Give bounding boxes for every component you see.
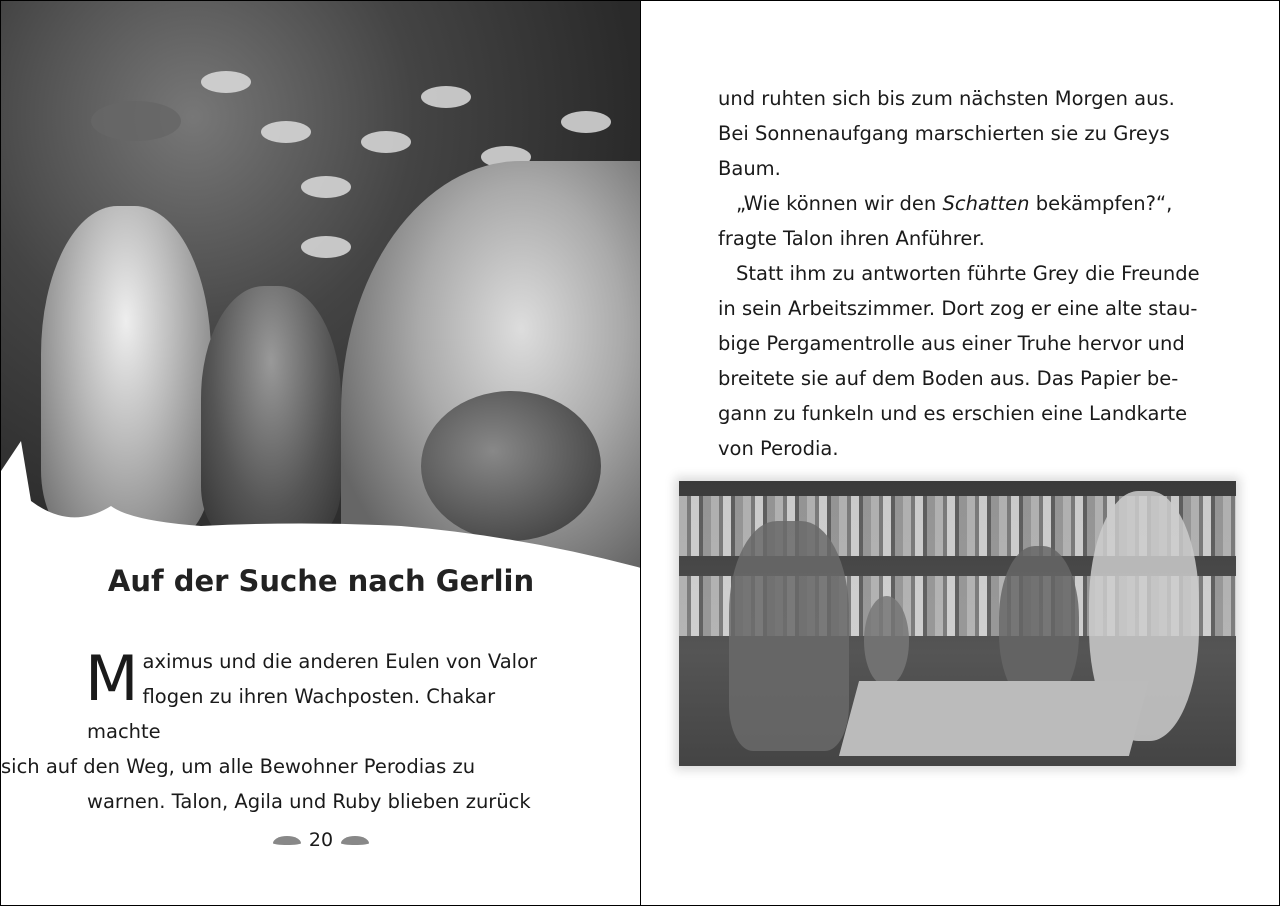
sparkling-map (839, 681, 1149, 756)
library-map-illustration (679, 481, 1236, 766)
text-line: Statt ihm zu antworten führte Grey die Freunde (736, 262, 1200, 285)
text-line: „Wie können wir den Schatten bekämpfen?“, (736, 192, 1173, 215)
text-line: bige Pergamentrolle aus einer Truhe hervor und (718, 332, 1185, 355)
text-line: gann zu funkeln und es erschien eine Landkarte (718, 402, 1188, 425)
text-line: fragte Talon ihren Anführer. (718, 227, 985, 250)
text-line: breitete sie auf dem Boden aus. Das Papier be- (718, 367, 1179, 390)
text-line: von Perodia. (718, 437, 839, 460)
text-line: sich auf den Weg, um alle Bewohner Perodias zu (1, 755, 476, 778)
text-line: in sein Arbeitszimmer. Dort zog er eine alte stau- (718, 297, 1198, 320)
squirrel-character (864, 596, 909, 686)
page-number: 20 (1, 829, 641, 851)
leaf-ornament-icon (273, 836, 301, 845)
body-text (718, 81, 1218, 466)
right-page (640, 0, 1280, 906)
text-line: flogen zu ihren Wachposten. Chakar machte (87, 685, 496, 743)
left-page (0, 0, 641, 906)
text-line: Baum. (718, 157, 781, 180)
page-wave-edge (1, 1, 641, 601)
drop-cap: M (85, 642, 139, 715)
text-line: Bei Sonnenaufgang marschierten sie zu Greys (718, 122, 1170, 145)
text-line: und ruhten sich bis zum nächsten Morgen aus. (718, 87, 1175, 110)
chapter-title: Auf der Suche nach Gerlin (107, 564, 535, 598)
body-text (1, 642, 567, 819)
leaf-ornament-icon (341, 836, 369, 845)
text-line: warnen. Talon, Agila und Ruby blieben zurück (87, 790, 531, 813)
text-line: aximus und die anderen Eulen von Valor (142, 650, 538, 673)
owl-character (729, 521, 849, 751)
